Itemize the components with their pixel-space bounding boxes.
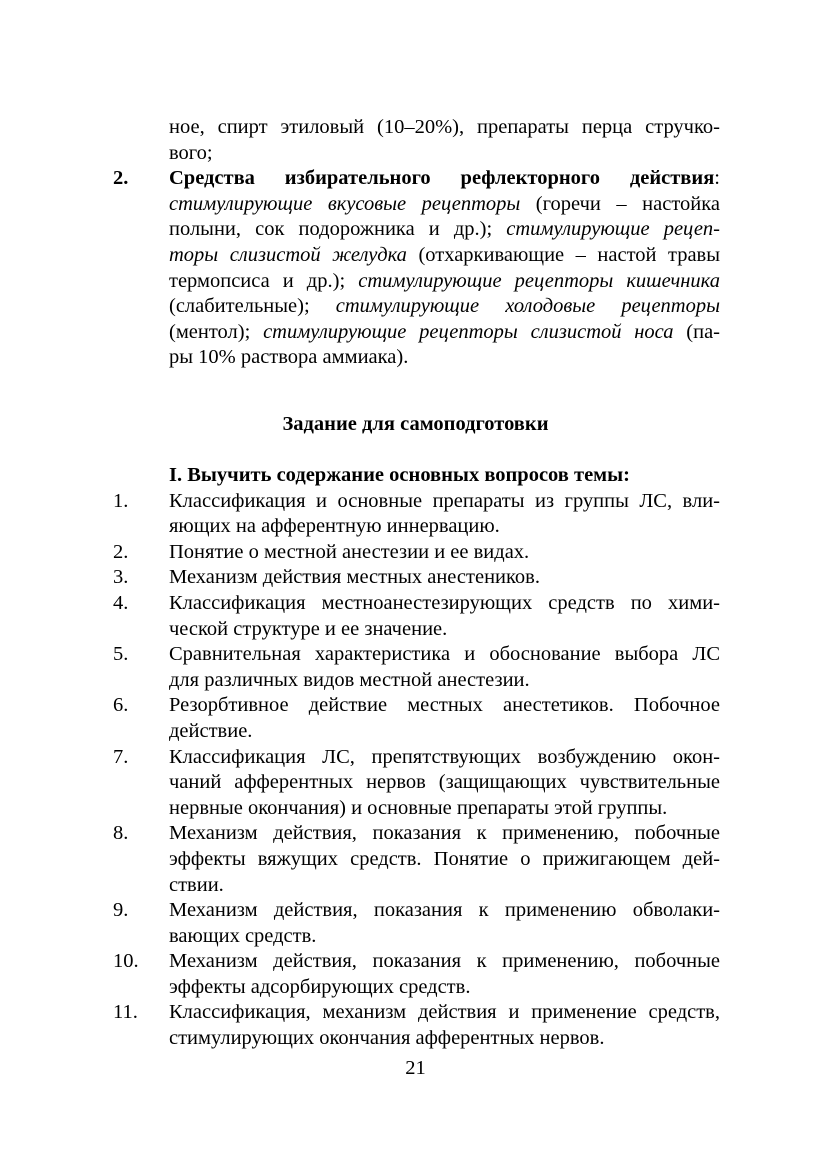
list-item-2: [113, 166, 720, 371]
text-line: яющих на афферентную иннервацию.: [169, 515, 500, 538]
text-line: ческой структуре и ее значение.: [169, 617, 448, 640]
list-item: [113, 821, 720, 898]
text-line: Механизм действия местных анестеников.: [169, 566, 540, 589]
plain-text: (слабительные);: [169, 295, 336, 318]
text-line: ры 10% раствора аммиака).: [169, 346, 409, 369]
text-line: [169, 243, 720, 269]
page-number: 21: [405, 1057, 426, 1079]
text-line: Механизм действия, показания к применению обволаки-: [169, 899, 720, 922]
text-line: Резорбтивное действие местных анестетиков. Побочное: [169, 694, 720, 717]
text-line: вого;: [169, 141, 213, 164]
text-line: [169, 294, 720, 320]
text-line: Понятие о местной анестезии и ее видах.: [169, 540, 530, 563]
item-number: 1.: [113, 489, 129, 512]
item-number: 5.: [113, 643, 129, 666]
item-number: 11.: [113, 1001, 138, 1024]
text-line: для различных видов местной анестезии.: [169, 668, 530, 691]
text-line: Механизм действия, показания к применению, побочные: [169, 822, 720, 845]
text-line: нервные окончания) и основные препараты этой группы.: [169, 796, 668, 819]
italic-term: стимулирующие рецепторы кишечника: [358, 269, 720, 292]
text-line: [169, 166, 720, 192]
top-text-block: [113, 115, 720, 371]
item-number: 4.: [113, 591, 129, 614]
list-item: [113, 642, 720, 693]
plain-text: термопсиса и др.);: [169, 269, 359, 292]
continued-paragraph: [113, 115, 720, 166]
item-number: 3.: [113, 566, 129, 589]
plain-text: полыни, сок подорожника и др.);: [169, 218, 507, 241]
item-number: 7.: [113, 745, 129, 768]
section-subheading: I. Выучить содержание основных вопросов темы:: [169, 464, 630, 486]
text-line: чаний афферентных нервов (защищающих чувствительные: [169, 771, 720, 794]
text-line: стимулирующих окончания афферентных нервов.: [169, 1027, 605, 1050]
text-line: действие.: [169, 719, 253, 742]
text-line: ное, спирт этиловый (10–20%), препараты перца стручко-: [169, 116, 720, 138]
text-line: Классификация и основные препараты из группы ЛС, вли-: [169, 489, 720, 512]
italic-term: торы слизистой желудка: [169, 243, 407, 266]
questions-list: [113, 489, 720, 1052]
italic-term: стимулирующие вкусовые рецепторы: [169, 192, 521, 215]
text-line: Классификация, механизм действия и применение средств,: [169, 1001, 720, 1024]
list-item: [113, 745, 720, 822]
item-number: 8.: [113, 822, 129, 845]
plain-text: (ментол);: [169, 320, 264, 343]
list-item: [113, 898, 720, 949]
questions-block: [113, 463, 720, 1052]
section-heading: Задание для самоподготовки: [282, 413, 549, 435]
item-title: Средства избирательного рефлекторного действия: [169, 167, 715, 190]
list-item: [113, 949, 720, 1000]
plain-text: (отхаркивающие – настой травы: [406, 243, 720, 266]
italic-term: стимулирующие рецепторы слизистой носа: [263, 320, 674, 343]
text-line: Механизм действия, показания к применению, побочные: [169, 950, 720, 973]
item-number: 10.: [113, 950, 139, 973]
text-line: [169, 192, 720, 218]
text-line: [169, 217, 720, 243]
list-item: [113, 489, 720, 540]
item-number: 6.: [113, 694, 129, 717]
text-line: ствии.: [169, 873, 224, 896]
text-line: [169, 269, 720, 295]
text-line: вающих средств.: [169, 924, 317, 947]
italic-term: стимулирующие рецеп-: [506, 218, 720, 241]
list-item: [113, 565, 720, 591]
plain-text: (па-: [673, 320, 721, 343]
list-item: [113, 591, 720, 642]
text-line: Сравнительная характеристика и обоснование выбора ЛС: [169, 643, 720, 666]
colon: :: [714, 167, 720, 190]
text-line: Классификация местноанестезирующих средств по хими-: [169, 591, 720, 614]
text-line: Классификация ЛС, препятствующих возбуждению окон-: [169, 745, 720, 768]
item-number: 2.: [113, 167, 129, 190]
plain-text: (горечи – настойка: [520, 192, 720, 215]
list-item: [113, 693, 720, 744]
item-number: 9.: [113, 899, 129, 922]
item-number: 2.: [113, 540, 129, 563]
list-item: [113, 1000, 720, 1051]
list-item: [113, 540, 720, 566]
text-line: эффекты вяжущих средств. Понятие о прижигающем дей-: [169, 847, 720, 870]
text-line: [169, 320, 720, 346]
text-line: эффекты адсорбирующих средств.: [169, 975, 471, 998]
italic-term: стимулирующие холодовые рецепторы: [335, 295, 720, 318]
